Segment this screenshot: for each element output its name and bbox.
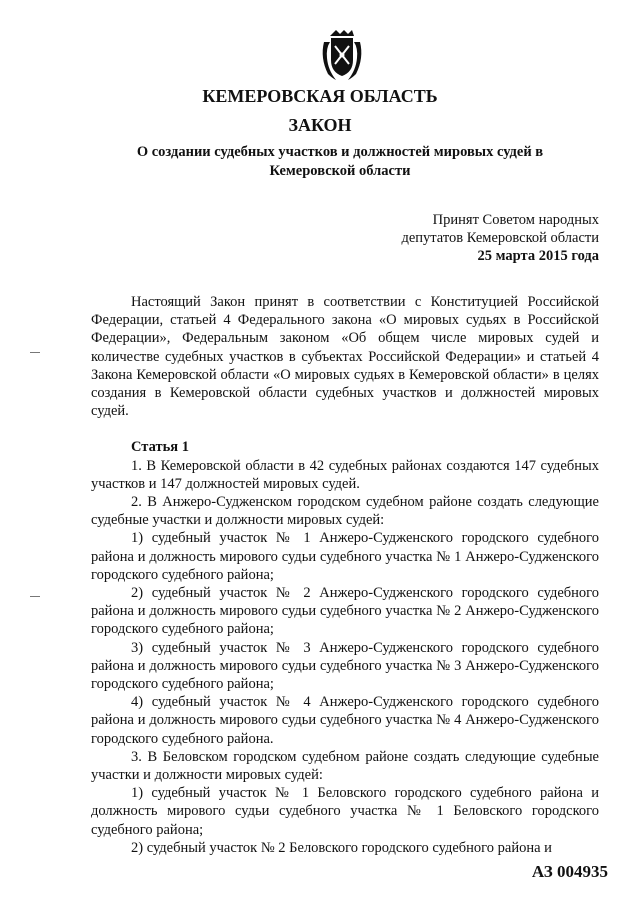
article-paragraph: 2. В Анжеро-Судженском городском судебном районе создать следующие судебные участки и должности мировых судей: xyxy=(91,494,599,529)
article-heading: Статья 1 xyxy=(131,439,189,456)
article-paragraph: 1. В Кемеровской области в 42 судебных районах создаются 147 судебных участков и 147 должностей мировых судей. xyxy=(91,457,599,492)
article-paragraph: 2) судебный участок № 2 Анжеро-Судженского городского судебного района и должность мирового судьи судебного участка № 2 Анжеро-Судженского городского судебного района; xyxy=(91,585,599,638)
region-name: КЕМЕРОВСКАЯ ОБЛАСТЬ xyxy=(202,86,438,106)
margin-mark xyxy=(30,352,40,353)
adoption-line-1: Принят Советом народных xyxy=(432,212,599,228)
law-body xyxy=(91,293,599,857)
document-type: ЗАКОН xyxy=(288,115,352,135)
article-paragraph: 3. В Беловском городском судебном районе создать следующие судебные участки и должности мировых судей: xyxy=(91,748,599,784)
article-paragraph: 1) судебный участок № 1 Беловского городского судебного района и должность мирового судьи судебного участка № 1 Беловского городского судебного района; xyxy=(91,785,599,838)
adoption-date: 25 марта 2015 года xyxy=(477,248,599,264)
article-paragraph: 2) судебный участок № 2 Беловского городского судебного района и xyxy=(131,839,552,856)
adoption-block xyxy=(401,211,599,265)
margin-mark xyxy=(30,596,40,597)
article-paragraph: 1) судебный участок № 1 Анжеро-Судженского городского судебного района и должность мирового судьи судебного участка № 1 Анжеро-Судженского городского судебного района; xyxy=(91,530,599,583)
article-paragraph: 3) судебный участок № 3 Анжеро-Судженского городского судебного района и должность мирового судьи судебного участка № 3 Анжеро-Судженского городского судебного района; xyxy=(91,639,599,693)
law-title: О создании судебных участков и должностей мировых судей в Кемеровской области xyxy=(136,144,544,179)
preamble: Настоящий Закон принят в соответствии с Конституцией Российской Федерации, статьей 4 Федерального закона «О мировых судьях в Российской Федерации», Федеральным законом «Об общем числе мировых судей и количестве судебных участков в субъектах Российской Федерации» и статьей 4 Закона Кемеровской области «О мировых судьях в Кемеровской области» в целях создания в Кемеровской области судебных участков и должностей мировых судей. xyxy=(91,294,599,420)
adoption-line-2: депутатов Кемеровской области xyxy=(401,230,599,246)
serial-number: АЗ 004935 xyxy=(531,862,608,881)
article-paragraph: 4) судебный участок № 4 Анжеро-Судженского городского судебного района и должность мирового судьи судебного участка № 4 Анжеро-Судженского городского судебного района. xyxy=(91,694,599,747)
coat-of-arms-icon xyxy=(318,30,366,82)
